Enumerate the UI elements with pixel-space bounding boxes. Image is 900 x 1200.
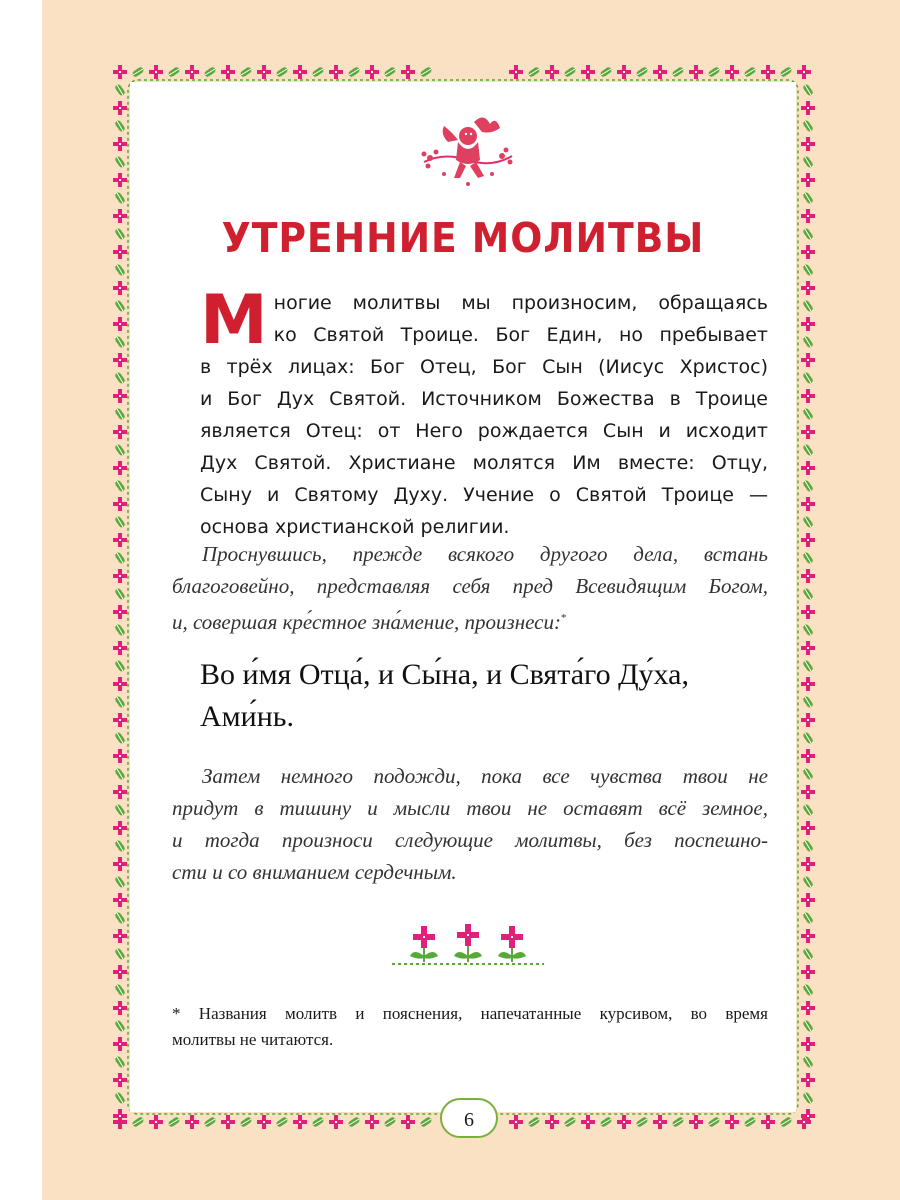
- border-leaf-icon: [114, 947, 126, 960]
- border-flower-icon: [801, 1037, 815, 1051]
- border-leaf-icon: [114, 875, 126, 888]
- instruction-after-prayer: [172, 760, 768, 888]
- border-flower-icon: [113, 137, 127, 151]
- border-leaf-icon: [114, 623, 126, 636]
- border-leaf-icon: [779, 66, 792, 78]
- border-leaf-icon: [114, 1055, 126, 1068]
- border-flower-icon: [801, 317, 815, 331]
- border-flower-icon: [801, 605, 815, 619]
- border-flower-icon: [113, 713, 127, 727]
- border-flower-icon: [113, 245, 127, 259]
- border-flower-icon: [801, 245, 815, 259]
- border-flower-icon: [113, 533, 127, 547]
- border-flower-icon: [725, 1115, 739, 1129]
- border-leaf-icon: [114, 371, 126, 384]
- border-flower-icon: [801, 1073, 815, 1087]
- border-flower-icon: [185, 1115, 199, 1129]
- border-leaf-icon: [707, 66, 720, 78]
- border-leaf-icon: [802, 911, 814, 924]
- border-flower-icon: [545, 65, 559, 79]
- page-number: 6: [440, 1098, 498, 1138]
- border-leaf-icon: [802, 1019, 814, 1032]
- border-leaf-icon: [743, 66, 756, 78]
- border-flower-icon: [257, 1115, 271, 1129]
- border-flower-icon: [113, 1001, 127, 1015]
- intro-line: Сыну и Святому Духу. Учение о Святой Троице —: [200, 484, 768, 506]
- border-flower-icon: [221, 1115, 235, 1129]
- border-flower-icon: [801, 569, 815, 583]
- border-leaf-icon: [707, 1116, 720, 1128]
- border-flower-icon: [401, 65, 415, 79]
- border-flower-icon: [801, 461, 815, 475]
- prayer-line: Ами́нь.: [200, 700, 294, 733]
- border-flower-icon: [113, 209, 127, 223]
- border-flower-icon: [221, 65, 235, 79]
- page-title: УТРЕННИЕ МОЛИТВЫ: [221, 214, 705, 262]
- border-leaf-icon: [114, 443, 126, 456]
- border-flower-icon: [545, 1115, 559, 1129]
- border-flower-icon: [801, 677, 815, 691]
- border-leaf-icon: [802, 263, 814, 276]
- border-flower-icon: [113, 353, 127, 367]
- border-flower-icon: [801, 641, 815, 655]
- prayer-text: [200, 654, 768, 738]
- border-flower-icon: [149, 1115, 163, 1129]
- border-leaf-icon: [802, 839, 814, 852]
- border-leaf-icon: [167, 1116, 180, 1128]
- border-flower-icon: [801, 389, 815, 403]
- footnote-line: молитвы не читаются.: [172, 1030, 334, 1049]
- border-leaf-icon: [599, 1116, 612, 1128]
- border-leaf-icon: [131, 66, 144, 78]
- border-leaf-icon: [671, 66, 684, 78]
- border-leaf-icon: [802, 119, 814, 132]
- border-flower-icon: [113, 101, 127, 115]
- border-flower-icon: [653, 1115, 667, 1129]
- border-leaf-icon: [802, 443, 814, 456]
- border-flower-icon: [113, 497, 127, 511]
- border-flower-icon: [113, 281, 127, 295]
- intro-line: ко Святой Троице. Бог Един, но пребывает: [273, 324, 768, 346]
- border-flower-icon: [113, 857, 127, 871]
- border-flower-icon: [689, 1115, 703, 1129]
- footnote: [172, 1001, 768, 1053]
- border-leaf-icon: [131, 1116, 144, 1128]
- border-leaf-icon: [114, 227, 126, 240]
- border-flower-icon: [801, 929, 815, 943]
- border-flower-icon: [725, 65, 739, 79]
- instruction-line: Затем немного подожди, пока все чувства твои не: [202, 764, 768, 788]
- border-flower-icon: [185, 65, 199, 79]
- border-flower-icon: [801, 425, 815, 439]
- intro-line: и Бог Дух Святой. Источником Божества в Троице: [200, 388, 768, 410]
- border-leaf-icon: [114, 803, 126, 816]
- border-flower-icon: [581, 1115, 595, 1129]
- three-flowers-icon: [388, 920, 548, 972]
- border-flower-icon: [113, 65, 127, 79]
- border-flower-icon: [801, 965, 815, 979]
- border-flower-icon: [113, 677, 127, 691]
- border-leaf-icon: [419, 1116, 432, 1128]
- border-flower-icon: [617, 65, 631, 79]
- border-leaf-icon: [802, 983, 814, 996]
- border-leaf-icon: [802, 947, 814, 960]
- border-leaf-icon: [802, 227, 814, 240]
- border-leaf-icon: [114, 839, 126, 852]
- border-flower-icon: [801, 281, 815, 295]
- border-leaf-icon: [239, 66, 252, 78]
- prayer-line: Во и́мя Отца́, и Сы́на, и Свята́го Ду́ха,: [200, 658, 689, 691]
- border-flower-icon: [401, 1115, 415, 1129]
- border-flower-icon: [113, 821, 127, 835]
- border-leaf-icon: [275, 1116, 288, 1128]
- border-flower-icon: [801, 857, 815, 871]
- border-leaf-icon: [203, 1116, 216, 1128]
- border-flower-icon: [801, 101, 815, 115]
- border-leaf-icon: [114, 911, 126, 924]
- border-leaf-icon: [802, 659, 814, 672]
- border-leaf-icon: [347, 66, 360, 78]
- border-leaf-icon: [114, 299, 126, 312]
- border-leaf-icon: [802, 551, 814, 564]
- intro-line: является Отец: от Него рождается Сын и исходит: [200, 420, 768, 442]
- intro-line: ногие молитвы мы произносим, обращаясь: [273, 292, 768, 314]
- border-flower-icon: [293, 1115, 307, 1129]
- border-leaf-icon: [203, 66, 216, 78]
- border-leaf-icon: [802, 587, 814, 600]
- border-leaf-icon: [311, 1116, 324, 1128]
- border-leaf-icon: [311, 66, 324, 78]
- border-leaf-icon: [114, 1091, 126, 1104]
- border-leaf-icon: [114, 983, 126, 996]
- border-leaf-icon: [802, 803, 814, 816]
- border-leaf-icon: [275, 66, 288, 78]
- border-flower-icon: [509, 65, 523, 79]
- border-leaf-icon: [802, 1091, 814, 1104]
- border-flower-icon: [509, 1115, 523, 1129]
- border-leaf-icon: [802, 479, 814, 492]
- border-leaf-icon: [802, 1055, 814, 1068]
- border-flower-icon: [801, 893, 815, 907]
- border-leaf-icon: [802, 155, 814, 168]
- border-flower-icon: [761, 1115, 775, 1129]
- border-flower-icon: [365, 65, 379, 79]
- border-flower-icon: [113, 785, 127, 799]
- border-flower-icon: [801, 353, 815, 367]
- border-flower-icon: [801, 209, 815, 223]
- border-flower-icon: [113, 569, 127, 583]
- border-flower-icon: [801, 713, 815, 727]
- instruction-before-prayer: [172, 538, 768, 638]
- instruction-line: придут в тишину и мысли твои не оставят всё земное,: [172, 796, 768, 820]
- border-leaf-icon: [114, 83, 126, 96]
- footnote-line: * Названия молитв и пояснения, напечатанные курсивом, во время: [172, 1004, 768, 1023]
- border-leaf-icon: [114, 731, 126, 744]
- border-leaf-icon: [347, 1116, 360, 1128]
- border-leaf-icon: [114, 695, 126, 708]
- border-leaf-icon: [114, 587, 126, 600]
- border-leaf-icon: [802, 335, 814, 348]
- border-leaf-icon: [114, 1019, 126, 1032]
- border-flower-icon: [797, 65, 811, 79]
- border-flower-icon: [801, 137, 815, 151]
- border-leaf-icon: [802, 83, 814, 96]
- border-leaf-icon: [114, 659, 126, 672]
- intro-paragraph: [200, 281, 768, 543]
- border-flower-icon: [581, 65, 595, 79]
- border-flower-icon: [761, 65, 775, 79]
- border-leaf-icon: [114, 335, 126, 348]
- border-leaf-icon: [239, 1116, 252, 1128]
- border-leaf-icon: [635, 1116, 648, 1128]
- border-flower-icon: [113, 173, 127, 187]
- border-leaf-icon: [802, 623, 814, 636]
- border-flower-icon: [149, 65, 163, 79]
- intro-line: в трёх лицах: Бог Отец, Бог Сын (Иисус Христос): [200, 356, 768, 378]
- border-leaf-icon: [563, 1116, 576, 1128]
- border-leaf-icon: [114, 155, 126, 168]
- instruction-line-text: и, совершая кре́стное зна́мение, произнеси:: [172, 610, 561, 634]
- border-leaf-icon: [802, 767, 814, 780]
- border-leaf-icon: [802, 875, 814, 888]
- border-flower-icon: [113, 605, 127, 619]
- intro-line: основа христианской религии.: [200, 516, 510, 538]
- instruction-line: и тогда произноси следующие молитвы, без поспешно-: [172, 828, 768, 852]
- border-flower-icon: [113, 641, 127, 655]
- border-flower-icon: [365, 1115, 379, 1129]
- border-flower-icon: [113, 317, 127, 331]
- instruction-line: сти и со вниманием сердечным.: [172, 860, 457, 884]
- border-flower-icon: [801, 749, 815, 763]
- border-flower-icon: [801, 173, 815, 187]
- border-leaf-icon: [527, 66, 540, 78]
- border-flower-icon: [113, 1073, 127, 1087]
- border-flower-icon: [329, 65, 343, 79]
- border-flower-icon: [329, 1115, 343, 1129]
- intro-line: Дух Святой. Христиане молятся Им вместе: Отцу,: [200, 452, 768, 474]
- border-flower-icon: [801, 533, 815, 547]
- border-leaf-icon: [802, 299, 814, 312]
- drop-cap: М: [200, 281, 268, 360]
- border-flower-icon: [113, 893, 127, 907]
- border-leaf-icon: [527, 1116, 540, 1128]
- instruction-line: [172, 602, 768, 638]
- border-flower-icon: [257, 65, 271, 79]
- footnote-mark: *: [560, 612, 567, 624]
- border-leaf-icon: [114, 479, 126, 492]
- border-flower-icon: [801, 785, 815, 799]
- border-leaf-icon: [114, 407, 126, 420]
- border-leaf-icon: [635, 66, 648, 78]
- border-leaf-icon: [743, 1116, 756, 1128]
- border-leaf-icon: [802, 731, 814, 744]
- border-flower-icon: [801, 497, 815, 511]
- border-flower-icon: [617, 1115, 631, 1129]
- border-leaf-icon: [419, 66, 432, 78]
- border-flower-icon: [113, 389, 127, 403]
- border-leaf-icon: [114, 767, 126, 780]
- border-leaf-icon: [114, 119, 126, 132]
- border-leaf-icon: [671, 1116, 684, 1128]
- cherub-with-flowers-icon: [414, 112, 522, 192]
- border-leaf-icon: [802, 695, 814, 708]
- border-flower-icon: [113, 461, 127, 475]
- border-flower-icon: [293, 65, 307, 79]
- border-flower-icon: [801, 1001, 815, 1015]
- instruction-line: Проснувшись, прежде всякого другого дела, встань: [202, 542, 768, 566]
- border-leaf-icon: [383, 66, 396, 78]
- border-flower-icon: [113, 425, 127, 439]
- border-flower-icon: [113, 929, 127, 943]
- border-leaf-icon: [383, 1116, 396, 1128]
- border-leaf-icon: [114, 191, 126, 204]
- border-leaf-icon: [114, 515, 126, 528]
- instruction-line: благоговейно, представляя себя пред Всевидящим Богом,: [172, 574, 768, 598]
- border-flower-icon: [113, 749, 127, 763]
- border-leaf-icon: [802, 191, 814, 204]
- border-flower-icon: [689, 65, 703, 79]
- border-leaf-icon: [114, 551, 126, 564]
- border-leaf-icon: [563, 66, 576, 78]
- border-leaf-icon: [802, 371, 814, 384]
- border-leaf-icon: [599, 66, 612, 78]
- border-leaf-icon: [802, 407, 814, 420]
- border-flower-icon: [113, 965, 127, 979]
- border-leaf-icon: [802, 515, 814, 528]
- border-leaf-icon: [114, 263, 126, 276]
- border-flower-icon: [113, 1037, 127, 1051]
- border-leaf-icon: [779, 1116, 792, 1128]
- border-flower-icon: [653, 65, 667, 79]
- border-leaf-icon: [167, 66, 180, 78]
- border-flower-icon: [801, 821, 815, 835]
